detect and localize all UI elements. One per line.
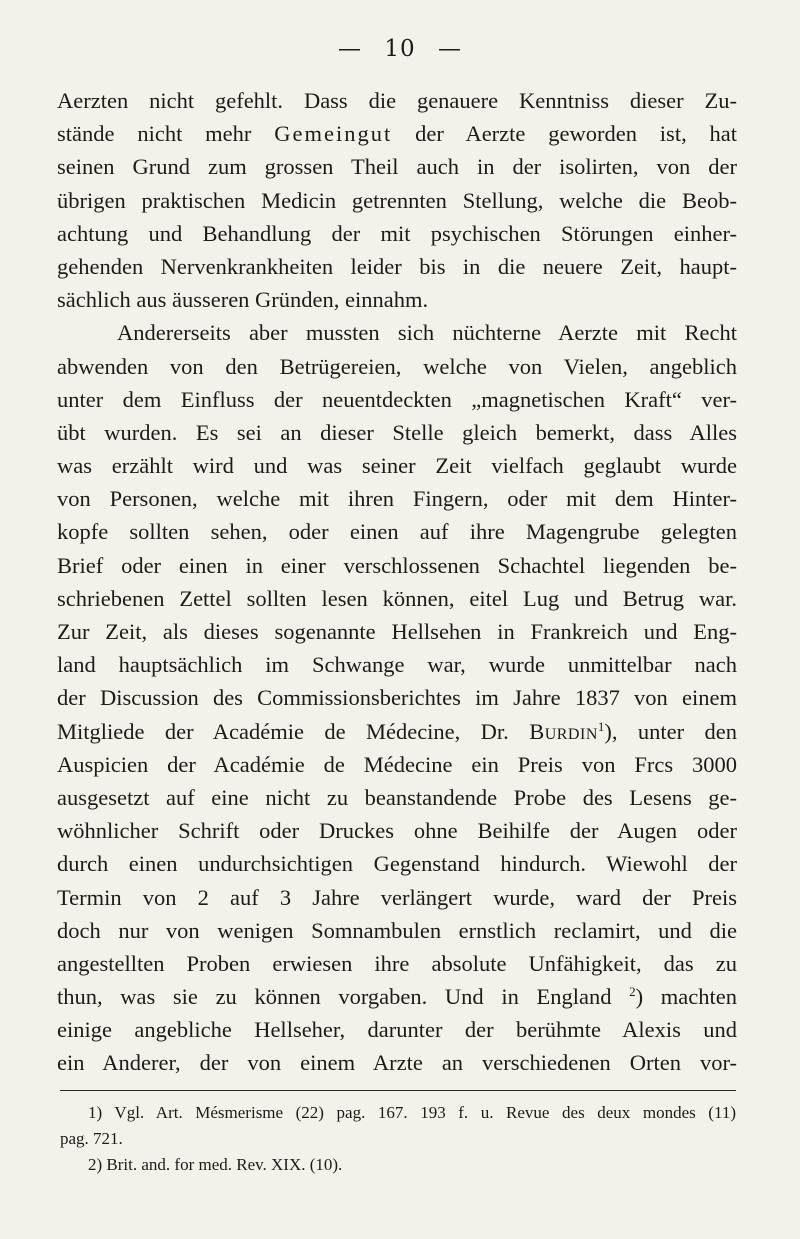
footnote-ref: 1	[597, 718, 605, 734]
text-line: übt wurden. Es sei an dieser Stelle gleich bemerkt, dass Alles	[57, 419, 737, 445]
header-dash-left: —	[338, 36, 363, 62]
footnote-ref: 2	[629, 984, 636, 1000]
text-line	[57, 117, 737, 150]
text-fragment: Mitgliede der Académie de Médecine, Dr.	[57, 718, 509, 744]
text-line: Termin von 2 auf 3 Jahre verlängert wurde, ward der Preis	[57, 884, 737, 910]
text-fragment: ) machten	[635, 984, 737, 1010]
footnote-1: 1) Vgl. Art. Mésmerisme (22) pag. 167. 193 f. u. Revue des deux mondes (11)	[88, 1103, 736, 1122]
text-line	[57, 980, 737, 1013]
text-line: angestellten Proben erwiesen ihre absolute Unfähigkeit, das zu	[57, 950, 737, 976]
text-line: wöhnlicher Schrift oder Druckes ohne Beihilfe der Augen oder	[57, 818, 737, 844]
footnote-divider	[60, 1090, 736, 1091]
footnote-1-continued: pag. 721.	[60, 1129, 123, 1148]
text-line: Zur Zeit, als dieses sogenannte Hellsehen in Frankreich und Eng-	[57, 619, 737, 644]
author-name: Burdin	[529, 718, 598, 744]
text-line: unter dem Einfluss der neuentdeckten „magnetischen Kraft“ ver-	[57, 386, 737, 412]
text-line: Andererseits aber mussten sich nüchterne Aerzte mit Recht	[117, 320, 737, 346]
text-line: sächlich aus äusseren Gründen, einnahm.	[57, 287, 429, 313]
text-fragment: der Aerzte geworden ist, hat	[415, 121, 738, 147]
page-header	[0, 36, 800, 62]
text-line: schriebenen Zettel sollten lesen können, eitel Lug und Betrug war.	[57, 585, 737, 611]
body-text	[57, 84, 737, 1080]
text-line: ein Anderer, der von einem Arzte an verschiedenen Orten vor-	[57, 1050, 737, 1076]
paragraph-2	[57, 316, 737, 1079]
text-line: von Personen, welche mit ihren Fingern, oder mit dem Hinter-	[57, 486, 737, 512]
emphasis-spaced: Gemeingut	[274, 121, 393, 147]
text-line: was erzählt wird und was seiner Zeit vielfach geglaubt wurde	[57, 453, 737, 479]
text-line: ausgesetzt auf eine nicht zu beanstandende Probe des Lesens ge-	[57, 784, 737, 810]
text-fragment: ), unter den	[604, 718, 737, 744]
text-line: Auspicien der Académie de Médecine ein Preis von Frcs 3000	[57, 751, 737, 777]
text-line: durch einen undurchsichtigen Gegenstand hindurch. Wiewohl der	[57, 851, 737, 877]
text-fragment: stände nicht mehr	[57, 121, 252, 147]
text-line: gehenden Nervenkrankheiten leider bis in die neuere Zeit, haupt-	[57, 253, 737, 279]
text-line: seinen Grund zum grossen Theil auch in der isolirten, von der	[57, 154, 737, 180]
header-dash-right: —	[437, 36, 462, 62]
text-fragment: thun, was sie zu können vorgaben. Und in England	[57, 984, 612, 1010]
footnotes	[60, 1100, 736, 1178]
text-line: kopfe sollten sehen, oder einen auf ihre Magengrube gelegten	[57, 519, 737, 545]
text-line: doch nur von wenigen Somnambulen ernstlich reclamirt, und die	[57, 917, 737, 943]
text-line: land hauptsächlich im Schwange war, wurde unmittelbar nach	[57, 652, 737, 678]
text-line: Aerzten nicht gefehlt. Dass die genauere Kenntniss dieser Zu-	[57, 88, 737, 113]
text-line: achtung und Behandlung der mit psychischen Störungen einher-	[57, 220, 737, 246]
text-line: Brief oder einen in einer verschlossenen Schachtel liegenden be-	[57, 552, 737, 578]
footnote-2: 2) Brit. and. for med. Rev. XIX. (10).	[88, 1155, 343, 1174]
text-line: übrigen praktischen Medicin getrennten Stellung, welche die Beob-	[57, 187, 737, 213]
text-line	[57, 715, 737, 748]
paragraph-1	[57, 84, 737, 316]
page-number: 10	[384, 36, 416, 62]
text-line: abwenden von den Betrügereien, welche von Vielen, angeblich	[57, 353, 737, 379]
text-line: einige angebliche Hellseher, darunter der berühmte Alexis und	[57, 1017, 737, 1043]
text-line: der Discussion des Commissionsberichtes im Jahre 1837 von einem	[57, 685, 737, 711]
